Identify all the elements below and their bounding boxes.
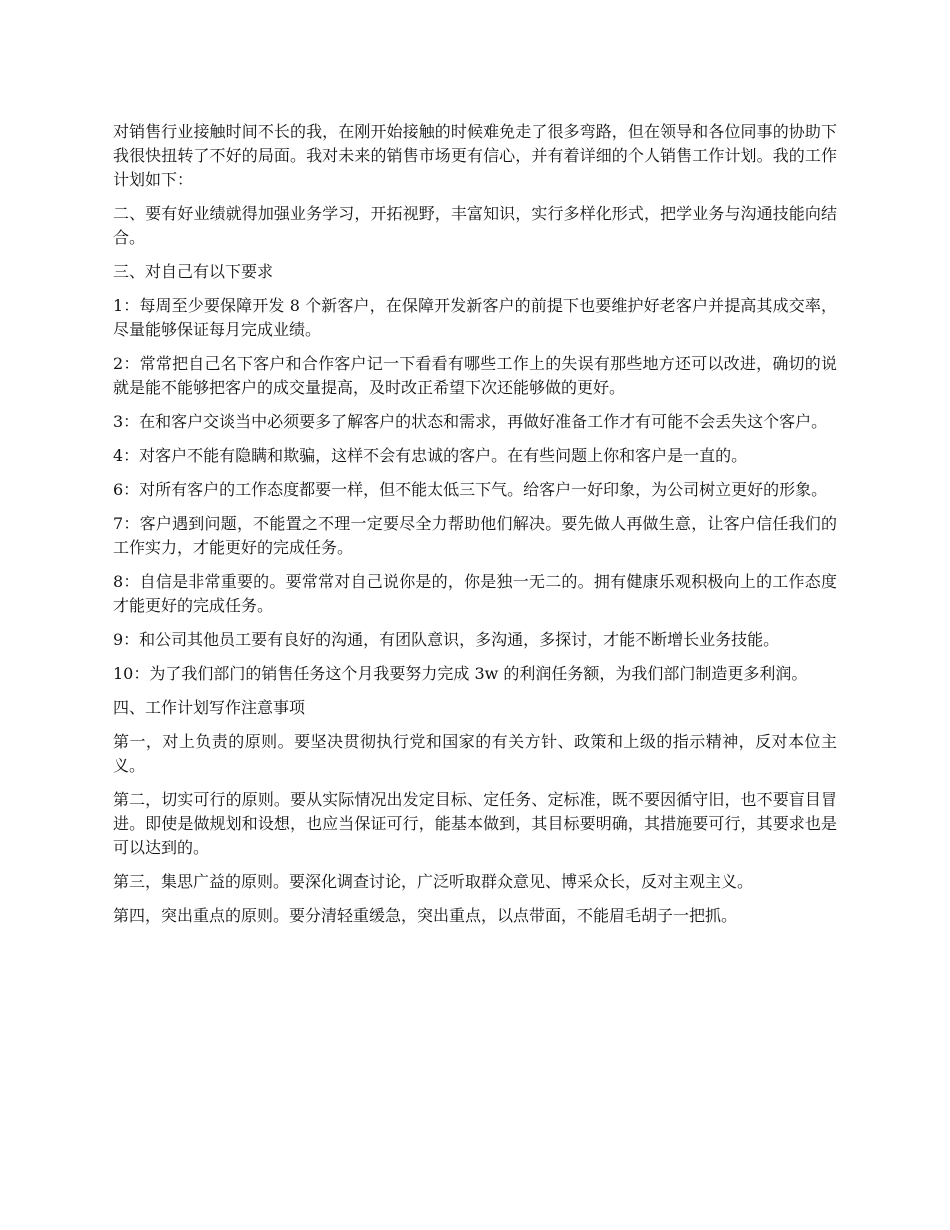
requirement-item-7: 7：客户遇到问题，不能置之不理一定要尽全力帮助他们解决。要先做人再做生意，让客户信任我们的工作实力，才能更好的完成任务。 xyxy=(113,514,837,557)
principle-first: 第一，对上负责的原则。要坚决贯彻执行党和国家的有关方针、政策和上级的指示精神，反对本位主义。 xyxy=(113,732,837,775)
section-two-paragraph: 二、要有好业绩就得加强业务学习，开拓视野，丰富知识，实行多样化形式，把学业务与沟通技能向结合。 xyxy=(113,204,837,247)
intro-paragraph: 对销售行业接触时间不长的我，在刚开始接触的时候难免走了很多弯路，但在领导和各位同事的协助下我很快扭转了不好的局面。我对未来的销售市场更有信心，并有着详细的个人销售工作计划。我的工作计划如下： xyxy=(113,122,837,189)
section-four-heading: 四、工作计划写作注意事项 xyxy=(113,698,306,717)
principle-fourth: 第四，突出重点的原则。要分清轻重缓急，突出重点，以点带面，不能眉毛胡子一把抓。 xyxy=(113,906,738,925)
principle-second: 第二，切实可行的原则。要从实际情况出发定目标、定任务、定标准，既不要因循守旧，也不要盲目冒进。即使是做规划和设想，也应当保证可行，能基本做到，其目标要明确，其措施要可行，其要求也是可以达到的。 xyxy=(113,790,837,857)
requirement-item-6: 6：对所有客户的工作态度都要一样，但不能太低三下气。给客户一好印象，为公司树立更好的形象。 xyxy=(113,480,828,499)
requirement-item-4: 4：对客户不能有隐瞒和欺骗，这样不会有忠诚的客户。在有些问题上你和客户是一直的。 xyxy=(113,446,748,465)
requirement-item-1: 1：每周至少要保障开发 8 个新客户，在保障开发新客户的前提下也要维护好老客户并提高其成交率，尽量能够保证每月完成业绩。 xyxy=(113,296,837,339)
principle-third: 第三，集思广益的原则。要深化调查讨论，广泛听取群众意见、博采众长，反对主观主义。 xyxy=(113,872,754,891)
requirement-item-2: 2：常常把自己名下客户和合作客户记一下看看有哪些工作上的失误有那些地方还可以改进，确切的说就是能不能够把客户的成交量提高，及时改正希望下次还能够做的更好。 xyxy=(113,354,837,397)
requirement-item-3: 3：在和客户交谈当中必须要多了解客户的状态和需求，再做好准备工作才有可能不会丢失这个客户。 xyxy=(113,412,828,431)
document-body xyxy=(113,120,837,938)
requirement-item-10: 10：为了我们部门的销售任务这个月我要努力完成 3w 的利润任务额，为我们部门制造更多利润。 xyxy=(113,664,808,683)
section-three-heading: 三、对自己有以下要求 xyxy=(113,262,274,281)
requirement-item-8: 8：自信是非常重要的。要常常对自己说你是的，你是独一无二的。拥有健康乐观积极向上的工作态度才能更好的完成任务。 xyxy=(113,572,837,615)
requirement-item-9: 9：和公司其他员工要有良好的沟通，有团队意识，多沟通，多探讨，才能不断增长业务技能。 xyxy=(113,630,780,649)
